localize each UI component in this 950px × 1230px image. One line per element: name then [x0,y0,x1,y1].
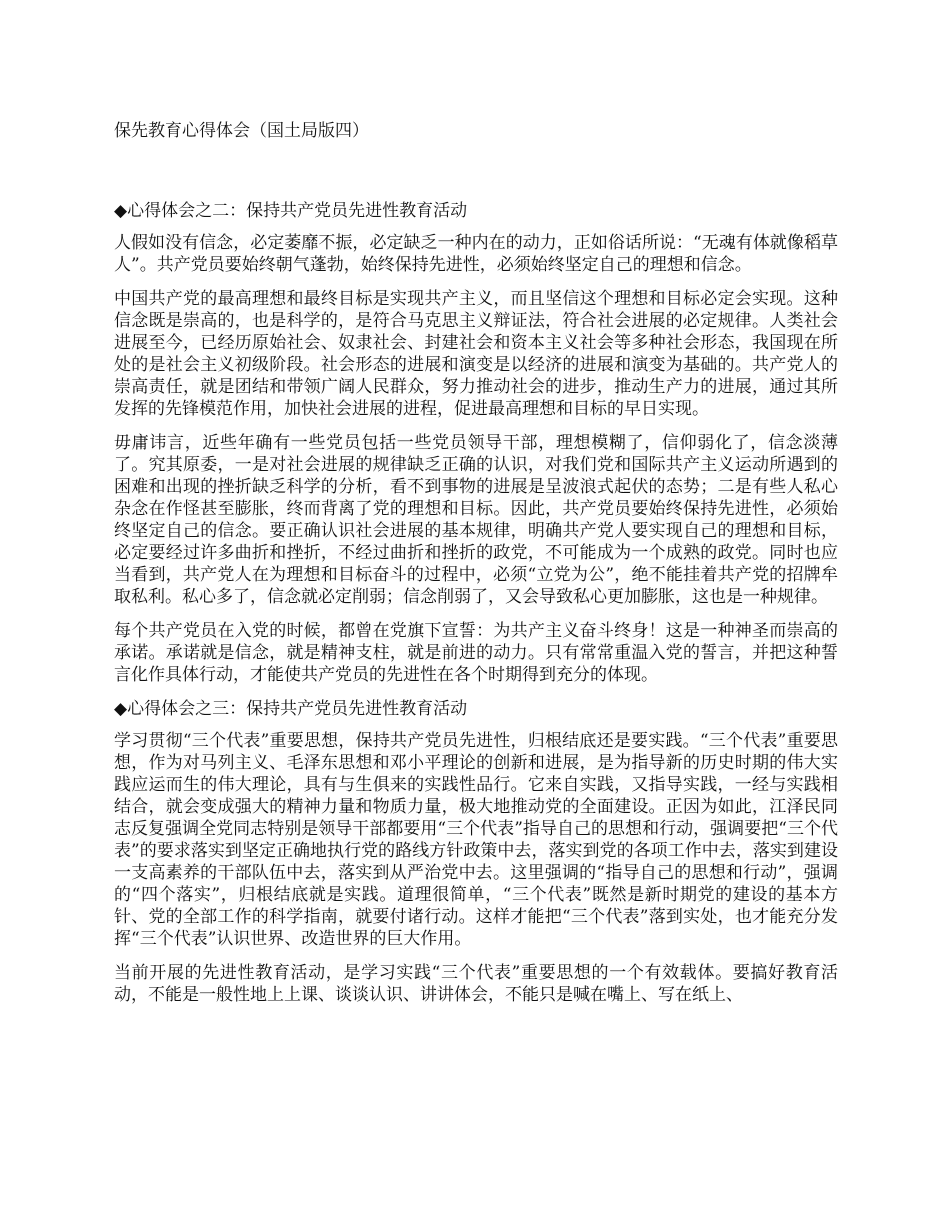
section-heading-2: ◆心得体会之二：保持共产党员先进性教育活动 [114,201,468,221]
paragraph: 中国共产党的最高理想和最终目标是实现共产主义，而且坚信这个理想和目标必定会实现。这种信念既是崇高的，也是科学的，是符合马克思主义辩证法，符合社会进展的必定规律。人类社会进展至今，已经历原始社会、奴隶社会、封建社会和资本主义社会等多种社会形态，我国现在所处的是社会主义初级阶段。社会形态的进展和演变是以经济的进展和演变为基础的。共产党人的崇高责任，就是团结和带领广阔人民群众，努力推动社会的进步，推动生产力的进展，通过其所发挥的先锋模范作用，加快社会进展的进程，促进最高理想和目标的早日实现。 [114,289,838,419]
paragraph: 每个共产党员在入党的时候，都曾在党旗下宣誓：为共产主义奋斗终身！这是一种神圣而崇高的承诺。承诺就是信念，就是精神支柱，就是前进的动力。只有常常重温入党的誓言，并把这种誓言化作具体行动，才能使共产党员的先进性在各个时期得到充分的体现。 [114,621,838,685]
paragraph: 毋庸讳言，近些年确有一些党员包括一些党员领导干部，理想模糊了，信仰弱化了，信念淡薄了。究其原委，一是对社会进展的规律缺乏正确的认识，对我们党和国际共产主义运动所遇到的困难和出现的挫折缺乏科学的分析，看不到事物的进展是呈波浪式起伏的态势；二是有些人私心杂念在作怪甚至膨胀，终而背离了党的理想和目标。因此，共产党员要始终保持先进性，必须始终坚定自己的信念。要正确认识社会进展的基本规律，明确共产党人要实现自己的理想和目标，必定要经过许多曲折和挫折，不经过曲折和挫折的政党，不可能成为一个成熟的政党。同时也应当看到，共产党人在为理想和目标奋斗的过程中，必须“立党为公”，绝不能挂着共产党的招牌牟取私利。私心多了，信念就必定削弱；信念削弱了，又会导致私心更加膨胀，这也是一种规律。 [114,433,838,607]
paragraph: 人假如没有信念，必定萎靡不振，必定缺乏一种内在的动力，正如俗话所说：“无魂有体就像稻草人”。共产党员要始终朝气蓬勃，始终保持先进性，必须始终坚定自己的理想和信念。 [114,233,838,275]
paragraph: 当前开展的先进性教育活动，是学习实践“三个代表”重要思想的一个有效载体。要搞好教育活动，不能是一般性地上上课、谈谈认识、讲讲体会，不能只是喊在嘴上、写在纸上、 [114,963,838,1005]
document-title: 保先教育心得体会（国土局版四） [114,121,369,141]
section-heading-3: ◆心得体会之三：保持共产党员先进性教育活动 [114,699,468,719]
document-page [114,120,838,1018]
paragraph: 学习贯彻“三个代表”重要思想，保持共产党员先进性，归根结底还是要实践。“三个代表”重要思想，作为对马列主义、毛泽东思想和邓小平理论的创新和进展，是为指导新的历史时期的伟大实践应运而生的伟大理论，具有与生俱来的实践性品行。它来自实践，又指导实践，一经与实践相结合，就会变成强大的精神力量和物质力量，极大地推动党的全面建设。正因为如此，江泽民同志反复强调全党同志特别是领导干部都要用“三个代表”指导自己的思想和行动，强调要把“三个代表”的要求落实到坚定正确地执行党的路线方针政策中去，落实到党的各项工作中去，落实到建设一支高素养的干部队伍中去，落实到从严治党中去。这里强调的“指导自己的思想和行动”，强调的“四个落实”，归根结底就是实践。道理很简单，“三个代表”既然是新时期党的建设的基本方针、党的全部工作的科学指南，就要付诸行动。这样才能把“三个代表”落到实处，也才能充分发挥“三个代表”认识世界、改造世界的巨大作用。 [114,731,838,949]
